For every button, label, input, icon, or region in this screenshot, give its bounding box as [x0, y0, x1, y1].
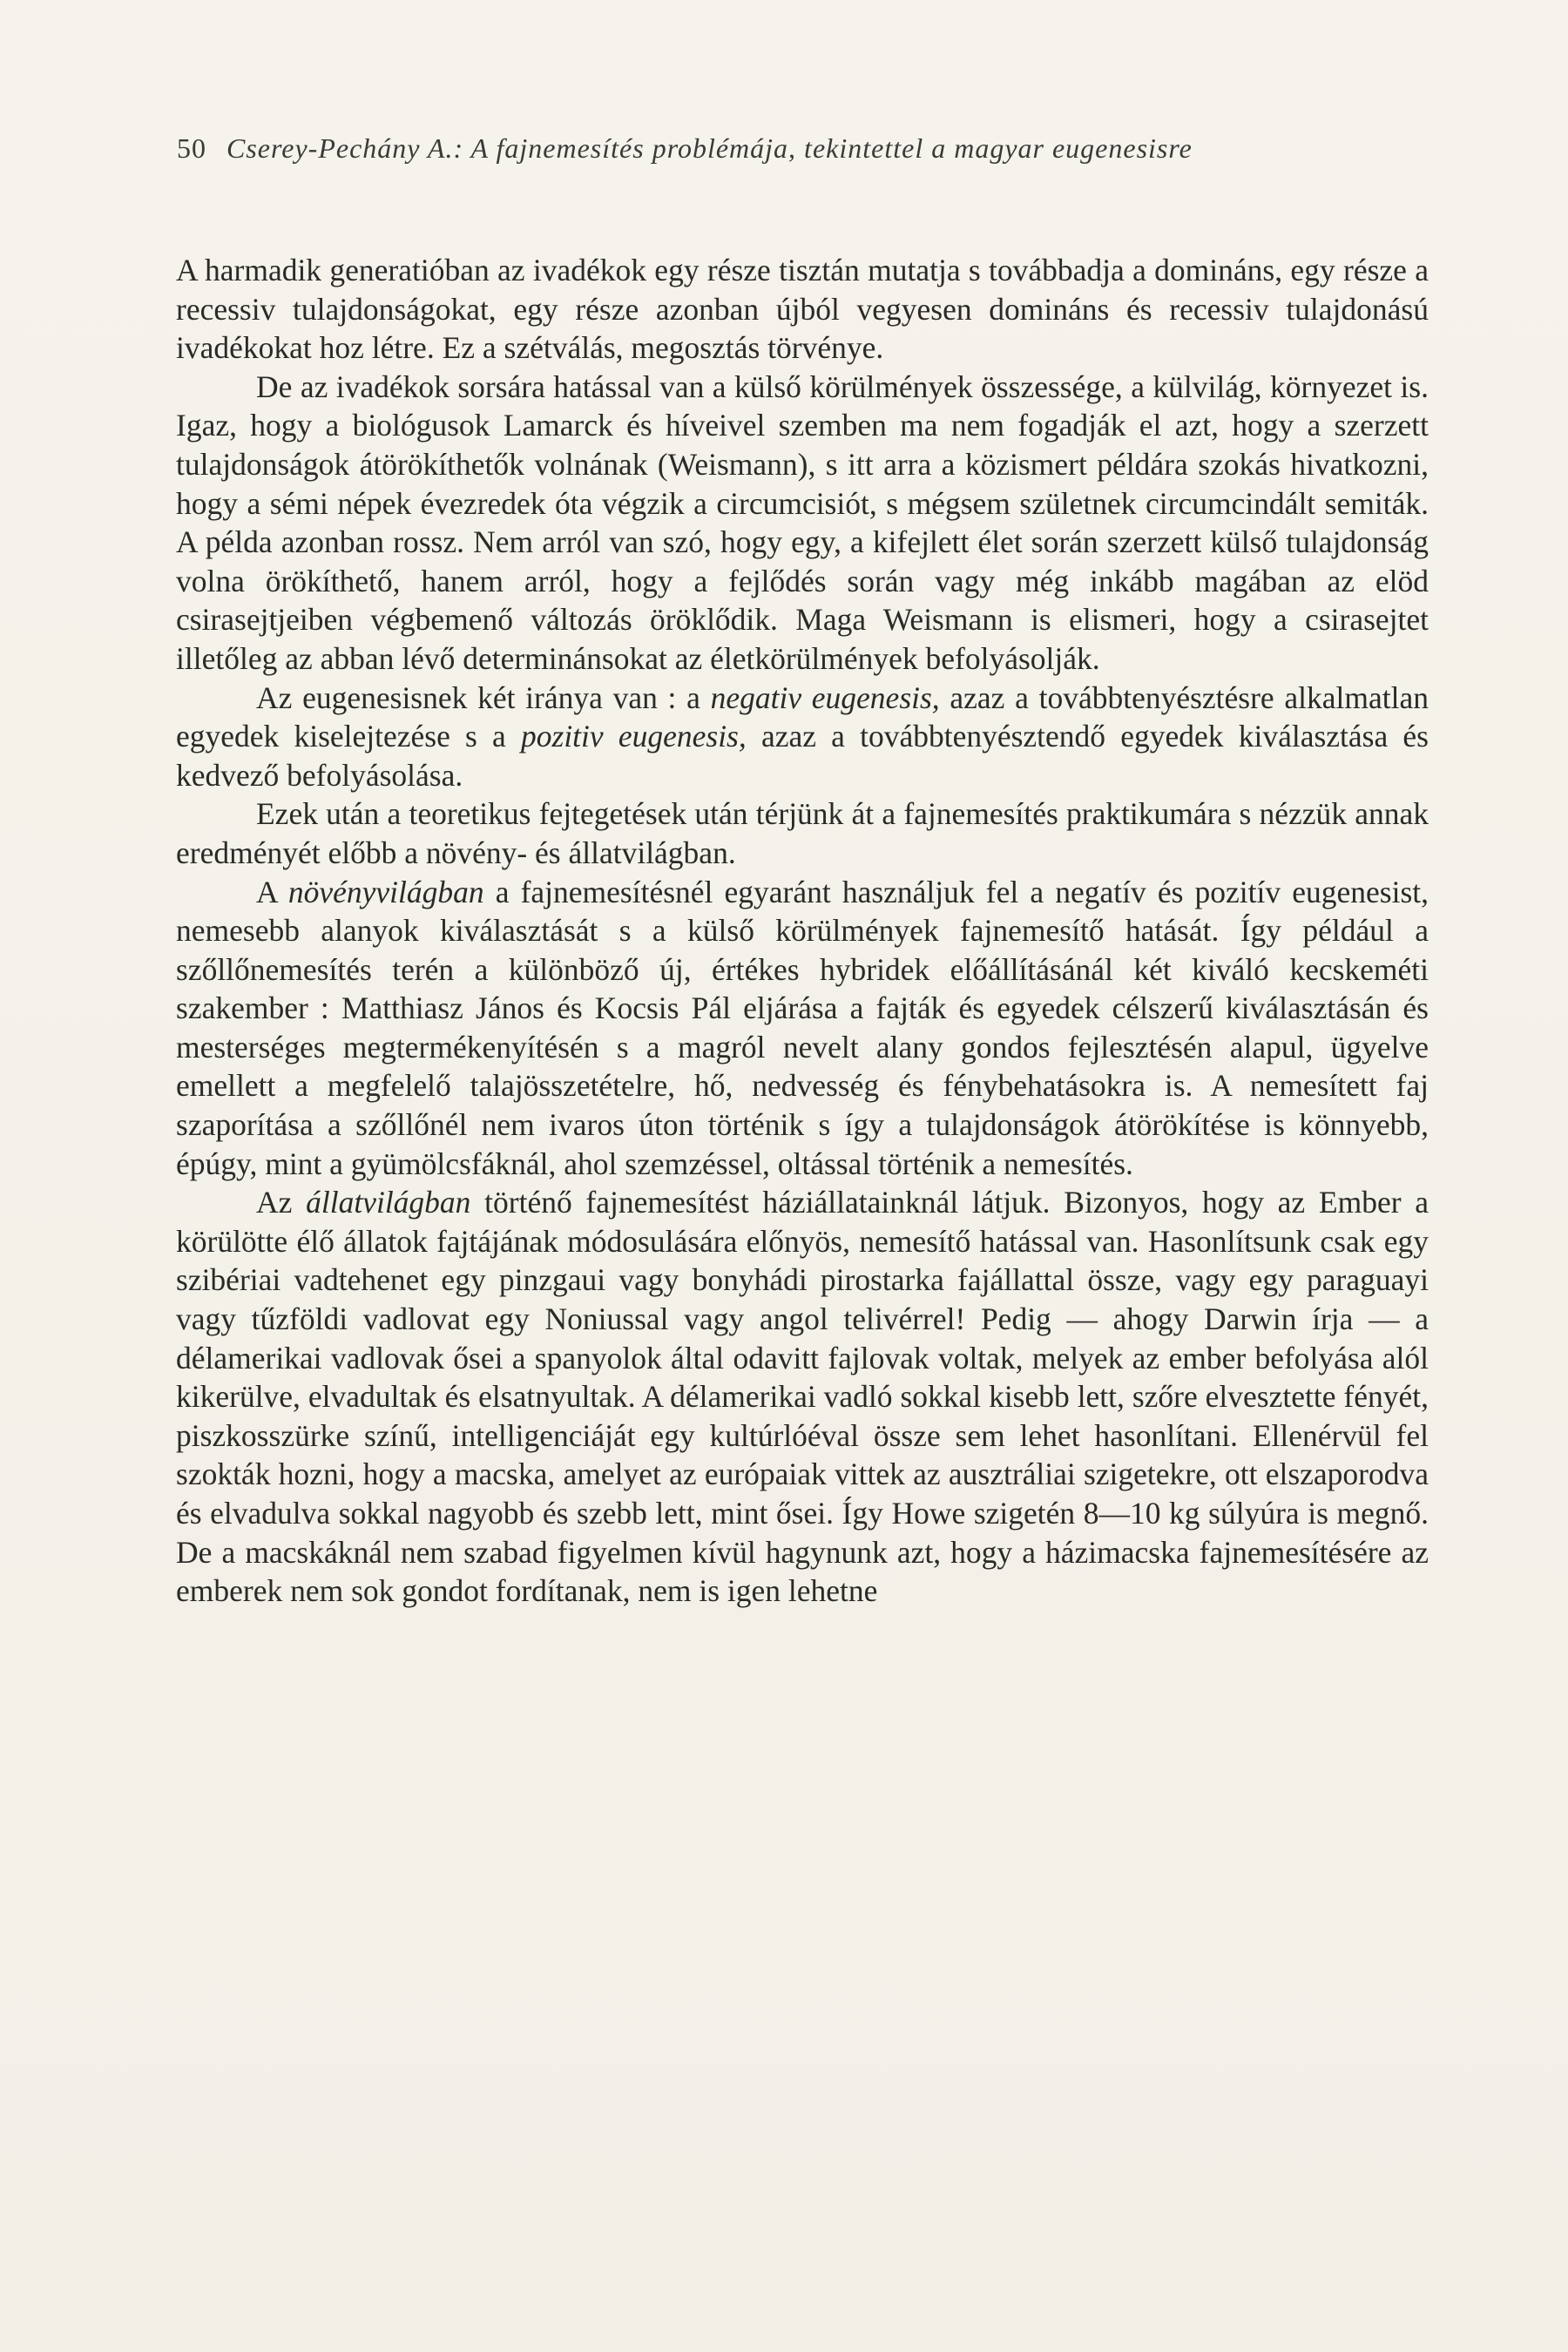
- paragraph-5-emphasis: növényvilágban: [287, 874, 484, 909]
- paragraph-6-text-b: történő fajnemesítést háziállatainknál látjuk. Bizonyos, hogy az Ember a körülötte élő állatok fajtájának módosulására előnyös, nemesítő hatással van. Hasonlítsunk csak egy szibériai vadtehenet egy pinzgaui vagy bonyhádi pirostarka fajállattal össze, vagy egy paraguayi vagy tűzföldi vadlovat egy Noniussal vagy angol telivérrel! Pedig — ahogy Darwin írja — a délamerikai vadlovak ősei a spanyolok által odavitt fajlovak voltak, melyek az ember befolyása alól kikerülve, elvadultak és elsatnyultak. A délamerikai vadló sokkal kisebb lett, szőre elvesztette fényét, piszkosszürke színű, intelligenciáját egy kultúrlóéval össze sem lehet hasonlítani. Ellenérvül fel szokták hozni, hogy a macska, amelyet az európaiak vittek az ausztráliai szigetekre, ott elszaporodva és elvadulva sokkal nagyobb és szebb lett, mint ősei. Így Howe szigetén 8—10 kg súlyúra is megnő. De a macskáknál nem szabad figyelmen kívül hagynunk azt, hogy a házimacska fajnemesítésére az emberek nem sok gondot fordítanak, nem is igen lehetne: [176, 1185, 1429, 1609]
- paragraph-2: De az ivadékok sorsára hatással van a külső körülmények összessége, a külvilág, környezet is. Igaz, hogy a biológusok Lamarck és híveivel szemben ma nem fogadják el azt, hogy a szerzett tulajdonságok átörökíthetők volnának (Weismann), s itt arra a közismert példára szokás hivatkozni, hogy a sémi népek évezredek óta végzik a circumcisiót, s mégsem születnek circumcindált semiták. A példa azonban rossz. Nem arról van szó, hogy egy, a kifejlett élet során szerzett külső tulajdonság volna örökíthető, hanem arról, hogy a fejlődés során vagy még inkább magában az elöd csirasejtjeiben végbemenő változás öröklődik. Maga Weismann is elismeri, hogy a csirasejtet illetőleg az abban lévő determinánsokat az életkörülmények befolyásolják.: [176, 368, 1429, 676]
- body-text: [176, 251, 1429, 1611]
- paragraph-6: [176, 1183, 1429, 1611]
- paragraph-1: A harmadik generatióban az ivadékok egy része tisztán mutatja s továbbadja a domináns, egy része a recessiv tulajdonságokat, egy része azonban újból vegyesen domináns és recessiv tulajdonású ivadékokat hoz létre. Ez a szétválás, megosztás törvénye.: [176, 253, 1429, 366]
- paragraph-5: [176, 873, 1429, 1184]
- running-head: [177, 132, 1431, 165]
- paragraph-6-emphasis: állatvilágban: [306, 1185, 471, 1220]
- paragraph-3: [176, 679, 1429, 795]
- paragraph-4: Ezek után a teoretikus fejtegetések után térjünk át a fajnemesítés praktikumára s nézzük annak eredményét előbb a növény- és állatvilágban.: [176, 796, 1429, 870]
- paragraph-5-text-b: a fajnemesítésnél egyaránt használjuk fel a negatív és pozitív eugenesist, nemesebb alanyok kiválasztását s a külső körülmények fajnemesítő hatását. Így például a szőllőnemesítés terén a különböző új, értékes hybridek előállításánál két kiváló kecskeméti szakember : Matthiasz János és Kocsis Pál eljárása a fajták és egyedek célszerű kiválasztásán és mesterséges megtermékenyítésén s a magról nevelt alany gondos fejlesztésén alapul, ügyelve emellett a megfelelő talajösszetételre, hő, nedvesség és fénybehatásokra is. A nemesített faj szaporítása a szőllőnél nem ivaros úton történik s így a tulajdonságok átörökítése is könnyebb, épúgy, mint a gyümölcsfáknál, ahol szemzéssel, oltással történik a nemesítés.: [176, 874, 1429, 1181]
- page-number: 50: [177, 132, 206, 164]
- paragraph-5-text-a: A: [256, 874, 288, 909]
- paragraph-3-emphasis-pozitiv: pozitiv eugenesis,: [521, 719, 747, 754]
- paragraph-6-text-a: Az: [256, 1185, 307, 1220]
- running-head-title: Cserey-Pechány A.: A fajnemesítés problémája, tekintettel a magyar eugenesisre: [226, 132, 1193, 164]
- paragraph-3-text-a: Az eugenesisnek két iránya van : a: [256, 679, 711, 715]
- paragraph-3-text-c: azaz a továbbtenyésztendő egyedek kiválasztása és kedvező befolyásolása.: [176, 719, 1429, 793]
- paragraph-3-emphasis-negativ: negativ eugenesis,: [710, 679, 940, 715]
- paragraph-3-text-b: azaz a továbbtenyésztésre alkalmatlan egyedek kiselejtezése s a: [176, 679, 1429, 754]
